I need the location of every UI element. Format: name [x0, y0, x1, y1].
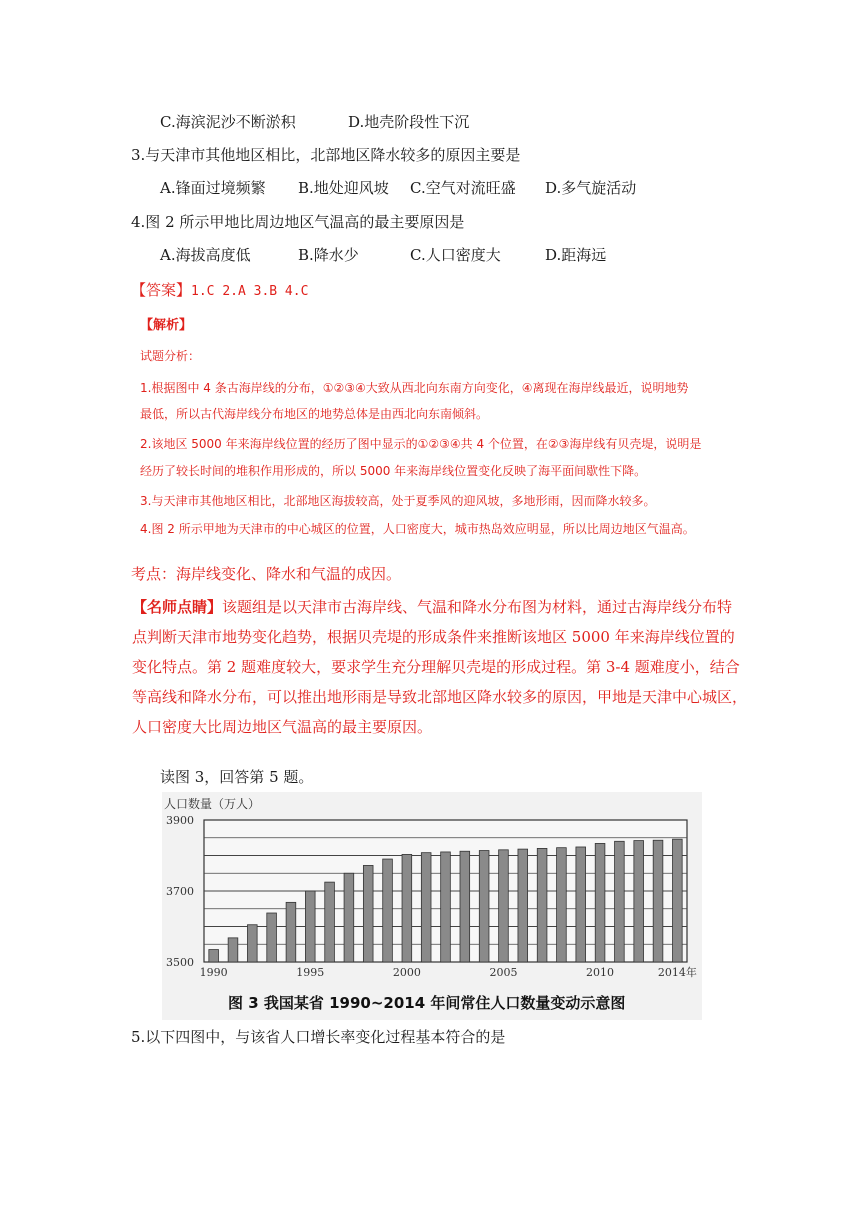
- mingshi-line: 人口密度大比周边地区气温高的最主要原因。: [132, 718, 433, 736]
- q4-option-d: D.距海远: [545, 246, 607, 264]
- bar: [305, 891, 315, 962]
- bar: [286, 902, 296, 962]
- bar: [634, 841, 644, 962]
- bar: [615, 841, 625, 962]
- bar: [518, 849, 528, 962]
- q5-stem: 5.以下四图中，与该省人口增长率变化过程基本符合的是: [131, 1028, 506, 1046]
- bar: [576, 847, 586, 962]
- q4-stem: 4.图 2 所示甲地比周边地区气温高的最主要原因是: [131, 213, 465, 231]
- mingshi-line: 该题组是以天津市古海岸线、气温和降水分布图为材料，通过古海岸线分布特: [222, 598, 733, 616]
- bar: [460, 851, 470, 962]
- mingshi-line: 等高线和降水分布，可以推出地形雨是导致北部地区降水较多的原因，甲地是天津中心城区，: [132, 688, 748, 706]
- bar: [441, 852, 451, 962]
- bar: [363, 865, 373, 962]
- bar: [267, 913, 277, 962]
- y-tick-label: 3900: [166, 814, 194, 827]
- analysis-line: 经历了较长时间的堆积作用形成的，所以 5000 年来海岸线位置变化反映了海平面间歇性下降。: [140, 464, 647, 478]
- bar: [653, 840, 663, 962]
- bar: [499, 850, 509, 962]
- q4-option-b: B.降水少: [298, 246, 359, 264]
- bar: [383, 859, 393, 962]
- bar: [557, 848, 567, 962]
- analysis-subtitle: 试题分析：: [140, 349, 201, 363]
- mingshi-label: 【名师点睛】: [132, 598, 223, 616]
- answer-label: 【答案】: [131, 281, 192, 299]
- q2-option-c: C.海滨泥沙不断淤积: [160, 113, 296, 131]
- q4-option-a: A.海拔高度低: [160, 246, 251, 264]
- bar: [673, 839, 683, 962]
- bar: [228, 938, 238, 962]
- x-tick-label: 2010: [586, 966, 615, 979]
- chart-caption: 图 3 我国某省 1990~2014 年间常住人口数量变动示意图: [228, 994, 626, 1012]
- mingshi-line: 点判断天津市地势变化趋势，根据贝壳堤的形成条件来推断该地区 5000 年来海岸线位置的: [132, 628, 735, 646]
- x-tick-label: 1990: [199, 966, 228, 979]
- bar: [325, 882, 335, 962]
- analysis-line: 4.图 2 所示甲地为天津市的中心城区的位置，人口密度大，城市热岛效应明显，所以比周边地区气温高。: [140, 522, 695, 536]
- read-figure-instruction: 读图 3，回答第 5 题。: [160, 768, 314, 786]
- x-tick-label: 2000: [392, 966, 421, 979]
- analysis-line: 3.与天津市其他地区相比，北部地区海拔较高，处于夏季风的迎风坡，多地形雨，因而降水较多。: [140, 494, 656, 508]
- x-tick-label: 2014年: [657, 966, 697, 979]
- x-tick-label: 2005: [489, 966, 518, 979]
- q3-option-d: D.多气旋活动: [545, 179, 637, 197]
- bar: [537, 848, 547, 962]
- y-axis-label: 人口数量（万人）: [164, 797, 261, 811]
- population-bar-chart: [162, 792, 702, 992]
- y-tick-label: 3500: [166, 956, 194, 969]
- bar: [344, 873, 354, 962]
- q3-option-b: B.地处迎风坡: [298, 179, 389, 197]
- bar: [247, 925, 257, 962]
- population-chart: [162, 792, 702, 1020]
- mingshi-paragraph: [132, 592, 748, 742]
- q3-stem: 3.与天津市其他地区相比，北部地区降水较多的原因主要是: [131, 146, 521, 164]
- analysis-line: 最低，所以古代海岸线分布地区的地势总体是由西北向东南倾斜。: [140, 407, 489, 421]
- bar: [421, 853, 431, 962]
- x-tick-label: 1995: [296, 966, 325, 979]
- analysis-line: 2.该地区 5000 年来海岸线位置的经历了图中显示的①②③④共 4 个位置，在②③海岸线有贝壳堤，说明是: [140, 437, 702, 451]
- mingshi-line: 变化特点。第 2 题难度较大，要求学生充分理解贝壳堤的形成过程。第 3-4 题难度小，结合: [132, 658, 740, 676]
- q4-option-c: C.人口密度大: [410, 246, 501, 264]
- bar: [209, 950, 219, 962]
- analysis-line: 1.根据图中 4 条古海岸线的分布，①②③④大致从西北向东南方向变化，④离现在海岸线最近，说明地势: [140, 381, 689, 395]
- answer-values: 1.C 2.A 3.B 4.C: [191, 284, 309, 299]
- answer-line: [131, 280, 308, 302]
- q3-option-a: A.锋面过境频繁: [160, 179, 266, 197]
- bar: [595, 843, 605, 962]
- q2-option-d: D.地壳阶段性下沉: [348, 113, 470, 131]
- q3-option-c: C.空气对流旺盛: [410, 179, 516, 197]
- bar: [479, 851, 489, 962]
- bar: [402, 854, 412, 962]
- y-tick-label: 3700: [166, 885, 194, 898]
- kaodian-line: 考点：海岸线变化、降水和气温的成因。: [131, 565, 402, 583]
- analysis-title: 【解析】: [140, 318, 193, 333]
